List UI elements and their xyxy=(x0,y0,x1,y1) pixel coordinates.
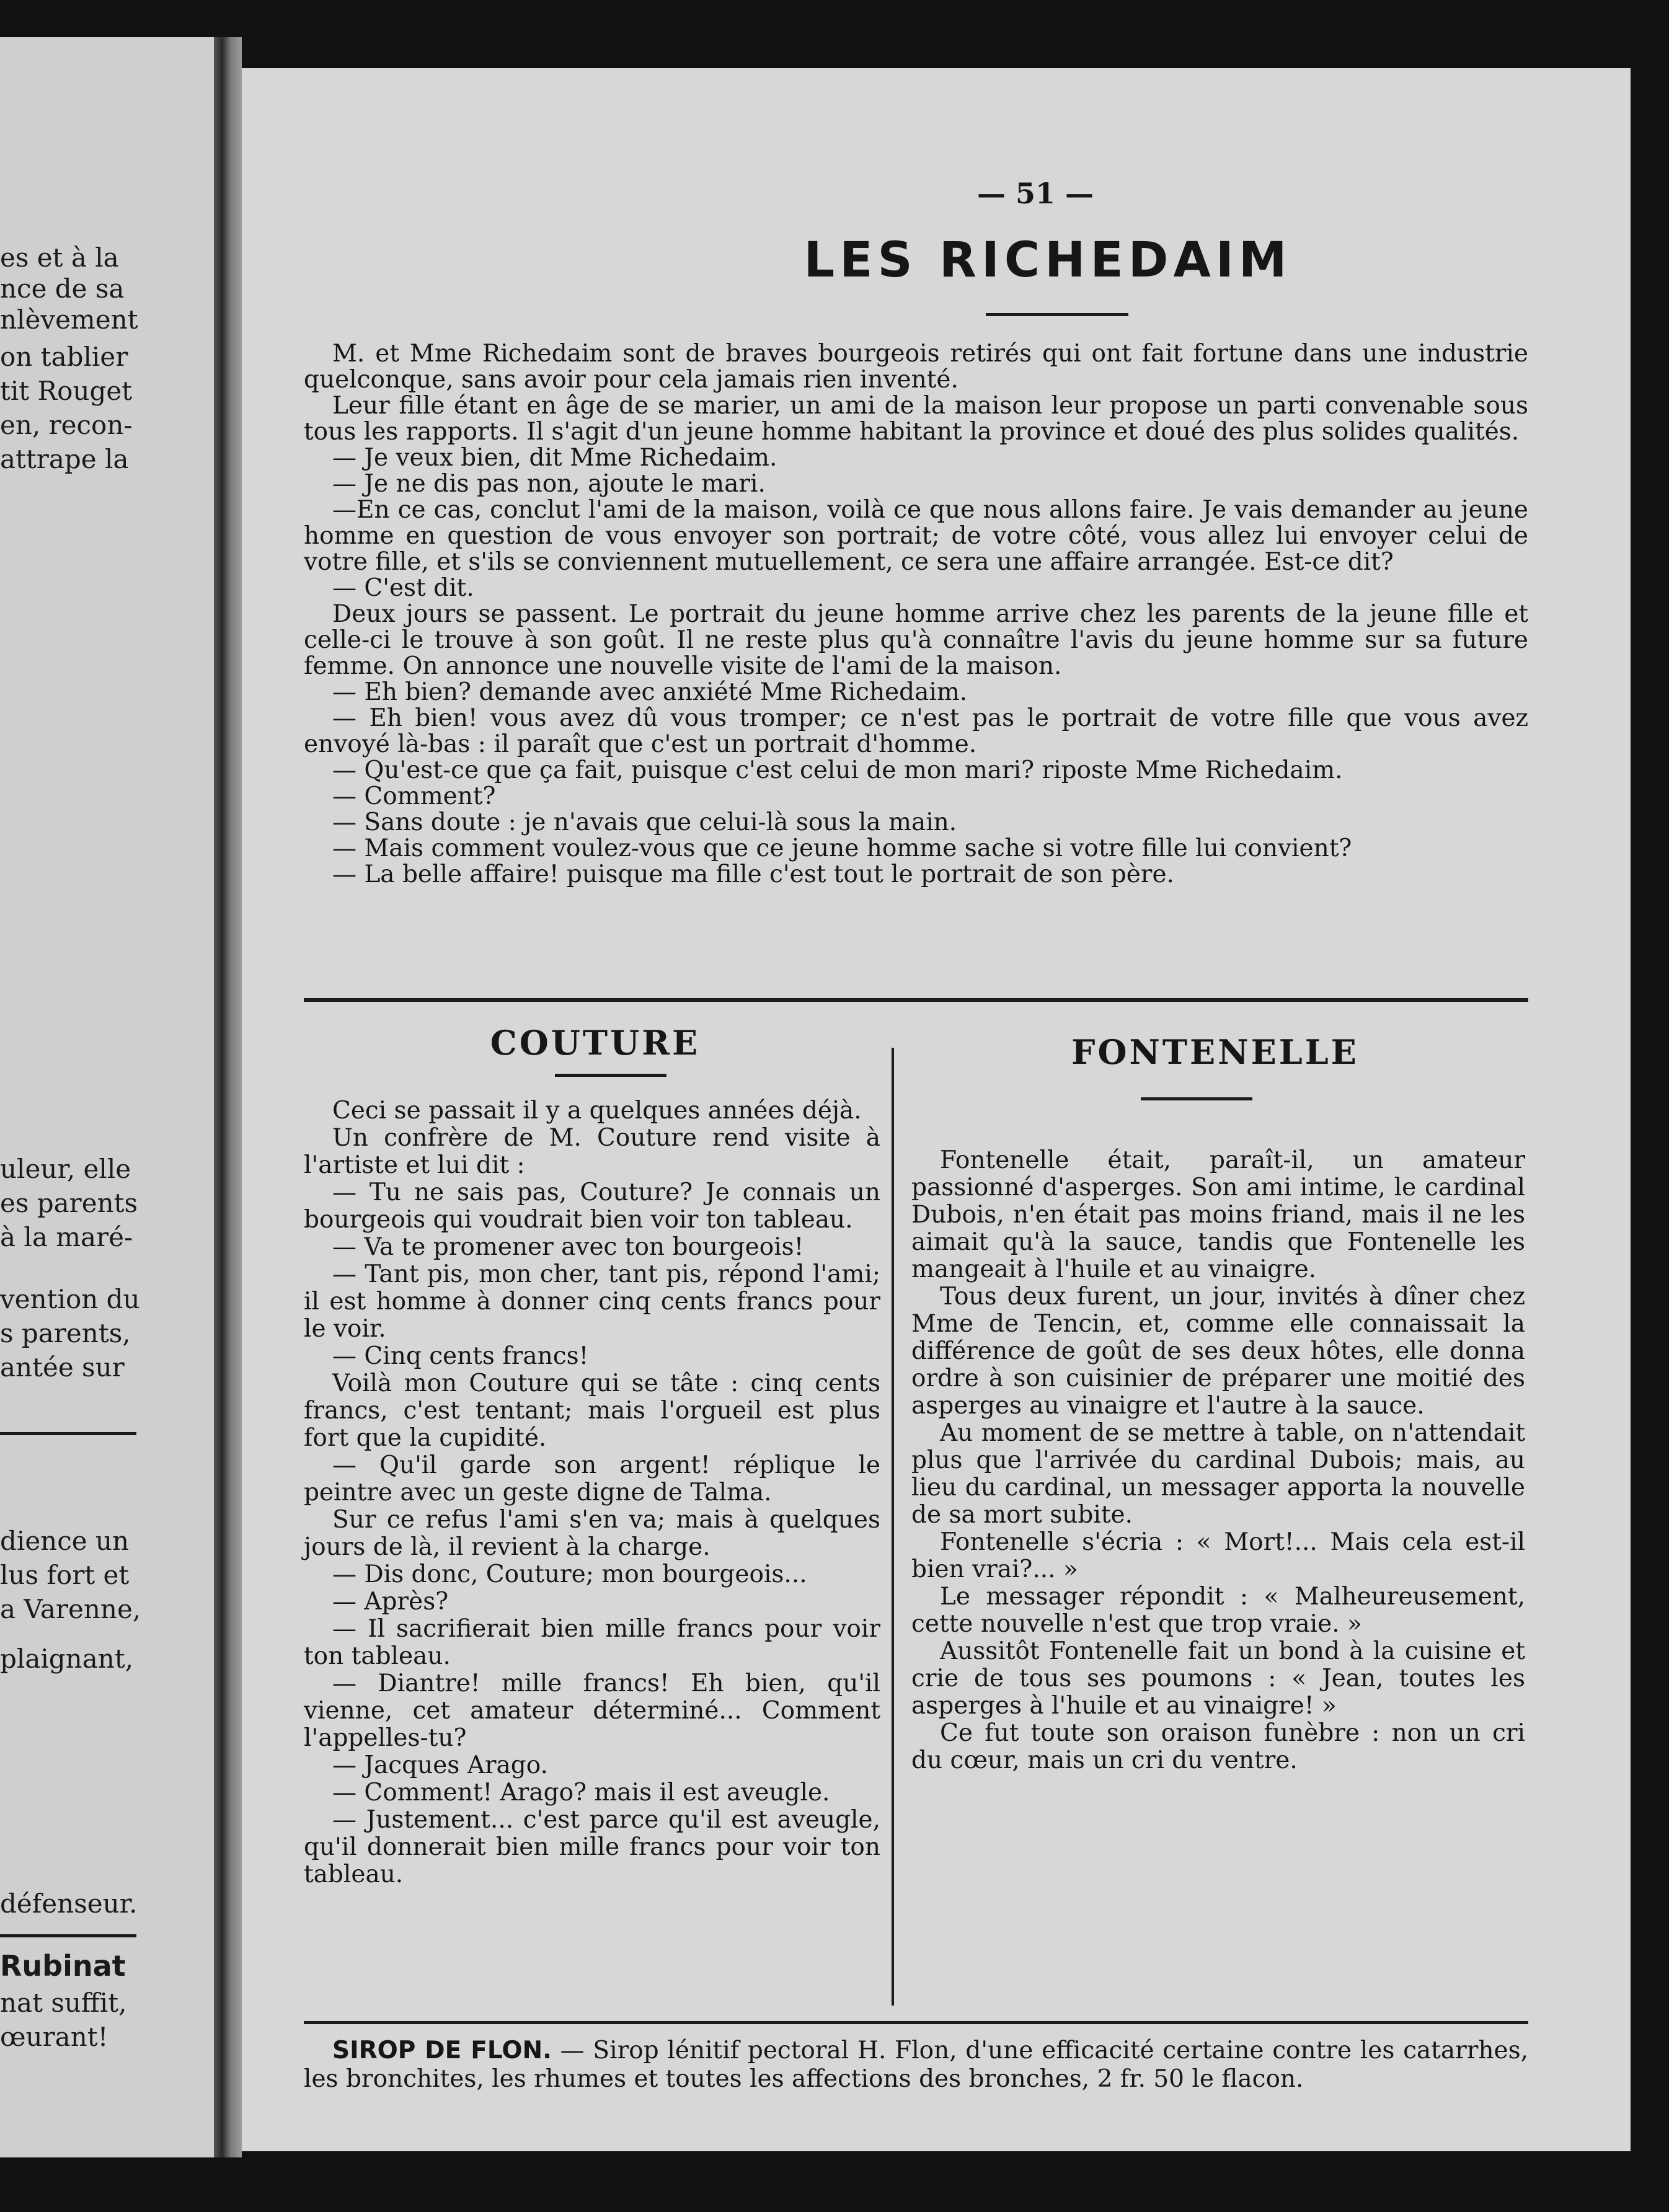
advertisement-brand: SIROP DE FLON. xyxy=(332,2037,552,2064)
couture-paragraph: — Qu'il garde son argent! réplique le peintre avec un geste digne de Talma. xyxy=(304,1451,880,1506)
fontenelle-paragraph: Au moment de se mettre à table, on n'attendait plus que l'arrivée du cardinal Dubois; mais, au lieu du cardinal, un messager apporta la nouvelle de sa mort subite. xyxy=(911,1419,1525,1529)
couture-paragraph: — Diantre! mille francs! Eh bien, qu'il vienne, cet amateur déterminé... Comment l'appelles-tu? xyxy=(304,1670,880,1752)
couture-paragraph: — Justement... c'est parce qu'il est aveugle, qu'il donnerait bien mille francs pour voir ton tableau. xyxy=(304,1806,880,1888)
left-page-rule xyxy=(0,1432,136,1435)
left-page-fragment: antée sur xyxy=(0,1352,125,1382)
left-page-fragment: à la maré- xyxy=(0,1222,133,1252)
article-paragraph: — Je ne dis pas non, ajoute le mari. xyxy=(332,470,766,498)
couture-title-underline xyxy=(555,1074,666,1077)
left-page-fragment: nat suffit, xyxy=(0,1988,127,2018)
left-page-fragment: Rubinat xyxy=(0,1949,126,1983)
couture-paragraph: — Cinq cents francs! xyxy=(332,1342,589,1370)
left-page-fragment: s parents, xyxy=(0,1318,131,1348)
article-paragraph: —En ce cas, conclut l'ami de la maison, voilà ce que nous allons faire. Je vais demander au jeune homme en question de vous envoyer son portrait; de votre côté, vous allez lui envoyer celui de votre fille, et s'ils se conviennent mutuellement, ce sera une affaire arrangée. Est-ce dit? xyxy=(304,496,1528,576)
fontenelle-paragraph: Fontenelle était, paraît-il, un amateur passionné d'asperges. Son ami intime, le cardinal Dubois, n'en était pas moins friand, mais il ne les aimait qu'à la sauce, tandis que Fontenelle les mangeait à l'huile et au vinaigre. xyxy=(911,1146,1525,1283)
page-number: — 51 — xyxy=(976,177,1094,210)
article-paragraph: — Mais comment voulez-vous que ce jeune homme sache si votre fille lui convient? xyxy=(332,834,1352,862)
article-paragraph: — Sans doute : je n'avais que celui-là sous la main. xyxy=(332,808,957,836)
left-page-fragment: plaignant, xyxy=(0,1644,134,1674)
couture-paragraph: — Tu ne sais pas, Couture? Je connais un bourgeois qui voudrait bien voir ton tableau. xyxy=(304,1179,880,1234)
fontenelle-body xyxy=(911,1147,1525,1774)
title-underline xyxy=(986,313,1128,316)
couture-paragraph: Un confrère de M. Couture rend visite à l'artiste et lui dit : xyxy=(304,1124,880,1179)
fontenelle-title: FONTENELLE xyxy=(1071,1032,1359,1072)
article-paragraph: — Comment? xyxy=(332,782,496,810)
fontenelle-paragraph: Ce fut toute son oraison funèbre : non un cri du cœur, mais un cri du ventre. xyxy=(911,1719,1525,1774)
couture-paragraph: — Jacques Arago. xyxy=(332,1751,548,1779)
left-page-fragment: attrape la xyxy=(0,444,129,474)
couture-title: COUTURE xyxy=(490,1023,701,1063)
couture-paragraph: Sur ce refus l'ami s'en va; mais à quelques jours de là, il revient à la charge. xyxy=(304,1506,880,1561)
article-paragraph: — Eh bien! vous avez dû vous tromper; ce n'est pas le portrait de votre fille que vous avez envoyé là-bas : il paraît que c'est un portrait d'homme. xyxy=(304,704,1528,758)
page-gutter xyxy=(214,37,242,2157)
couture-paragraph: Voilà mon Couture qui se tâte : cinq cents francs, c'est tentant; mais l'orgueil est plus fort que la cupidité. xyxy=(304,1369,880,1452)
left-page-fragment: es parents xyxy=(0,1188,138,1218)
left-page-fragment: uleur, elle xyxy=(0,1154,131,1184)
fontenelle-title-underline xyxy=(1141,1097,1252,1100)
section-divider xyxy=(304,998,1528,1002)
left-page-fragment: lus fort et xyxy=(0,1560,130,1590)
left-page-fragment: tit Rouget xyxy=(0,376,133,406)
fontenelle-paragraph: Le messager répondit : « Malheureusement, cette nouvelle n'est que trop vraie. » xyxy=(911,1583,1525,1638)
page xyxy=(242,68,1631,2151)
couture-paragraph: — Comment! Arago? mais il est aveugle. xyxy=(332,1779,830,1807)
left-page-fragment: es et à la xyxy=(0,242,119,273)
couture-paragraph: — Dis donc, Couture; mon bourgeois... xyxy=(332,1560,807,1588)
article-paragraph: Leur fille étant en âge de se marier, un ami de la maison leur propose un parti convenable sous tous les rapports. Il s'agit d'un jeune homme habitant la province et doué des plus solides qualités. xyxy=(304,392,1528,446)
article-paragraph: Deux jours se passent. Le portrait du jeune homme arrive chez les parents de la jeune fille et celle-ci le trouve à son goût. Il ne reste plus qu'à connaître l'avis du jeune homme sur sa future femme. On annonce une nouvelle visite de l'ami de la maison. xyxy=(304,600,1528,680)
left-page-fragment: défenseur. xyxy=(0,1888,138,1919)
left-page-strip xyxy=(0,37,214,2157)
couture-paragraph: — Tant pis, mon cher, tant pis, répond l'ami; il est homme à donner cinq cents francs pour le voir. xyxy=(304,1260,880,1343)
couture-paragraph: — Il sacrifierait bien mille francs pour voir ton tableau. xyxy=(304,1615,880,1670)
article-paragraph: M. et Mme Richedaim sont de braves bourgeois retirés qui ont fait fortune dans une industrie quelconque, sans avoir pour cela jamais rien inventé. xyxy=(304,340,1528,394)
fontenelle-paragraph: Aussitôt Fontenelle fait un bond à la cuisine et crie de tous ses poumons : « Jean, toutes les asperges à l'huile et au vinaigre! » xyxy=(911,1637,1525,1720)
article-paragraph: — La belle affaire! puisque ma fille c'est tout le portrait de son père. xyxy=(332,860,1174,888)
left-page-fragment: œurant! xyxy=(0,2022,108,2052)
left-page-fragment: nlèvement xyxy=(0,304,138,335)
main-article-body xyxy=(304,341,1528,888)
advertisement-text: — Sirop lénitif pectoral H. Flon, d'une efficacité certaine contre les catarrhes, les bronchites, les rhumes et toutes les affections des bronches, 2 fr. 50 le flacon. xyxy=(304,2037,1528,2093)
left-page-fragment: a Varenne, xyxy=(0,1594,141,1624)
article-paragraph: — C'est dit. xyxy=(332,574,474,602)
couture-paragraph: Ceci se passait il y a quelques années déjà. xyxy=(332,1097,862,1125)
couture-paragraph: — Va te promener avec ton bourgeois! xyxy=(332,1233,804,1261)
left-page-fragment: nce de sa xyxy=(0,273,125,304)
article-paragraph: — Je veux bien, dit Mme Richedaim. xyxy=(332,444,777,472)
couture-body xyxy=(304,1097,880,1888)
fontenelle-paragraph: Fontenelle s'écria : « Mort!... Mais cela est-il bien vrai?... » xyxy=(911,1528,1525,1583)
column-divider xyxy=(892,1048,894,2006)
couture-paragraph: — Après? xyxy=(332,1588,449,1616)
advertisement-divider xyxy=(304,2021,1528,2024)
fontenelle-paragraph: Tous deux furent, un jour, invités à dîner chez Mme de Tencin, et, comme elle connaissait la différence de goût de ses deux hôtes, elle donna ordre à son cuisinier de préparer une moitié des asperges au vinaigre et l'autre à la sauce. xyxy=(911,1283,1525,1420)
left-page-fragment: on tablier xyxy=(0,342,128,372)
article-paragraph: — Eh bien? demande avec anxiété Mme Richedaim. xyxy=(332,678,968,706)
left-page-fragment: vention du xyxy=(0,1284,140,1314)
left-page-rule xyxy=(0,1934,136,1937)
article-title: LES RICHEDAIM xyxy=(804,232,1292,288)
article-paragraph: — Qu'est-ce que ça fait, puisque c'est celui de mon mari? riposte Mme Richedaim. xyxy=(332,756,1343,784)
left-page-fragment: en, recon- xyxy=(0,410,133,440)
advertisement xyxy=(304,2037,1528,2094)
left-page-fragment: dience un xyxy=(0,1526,130,1556)
